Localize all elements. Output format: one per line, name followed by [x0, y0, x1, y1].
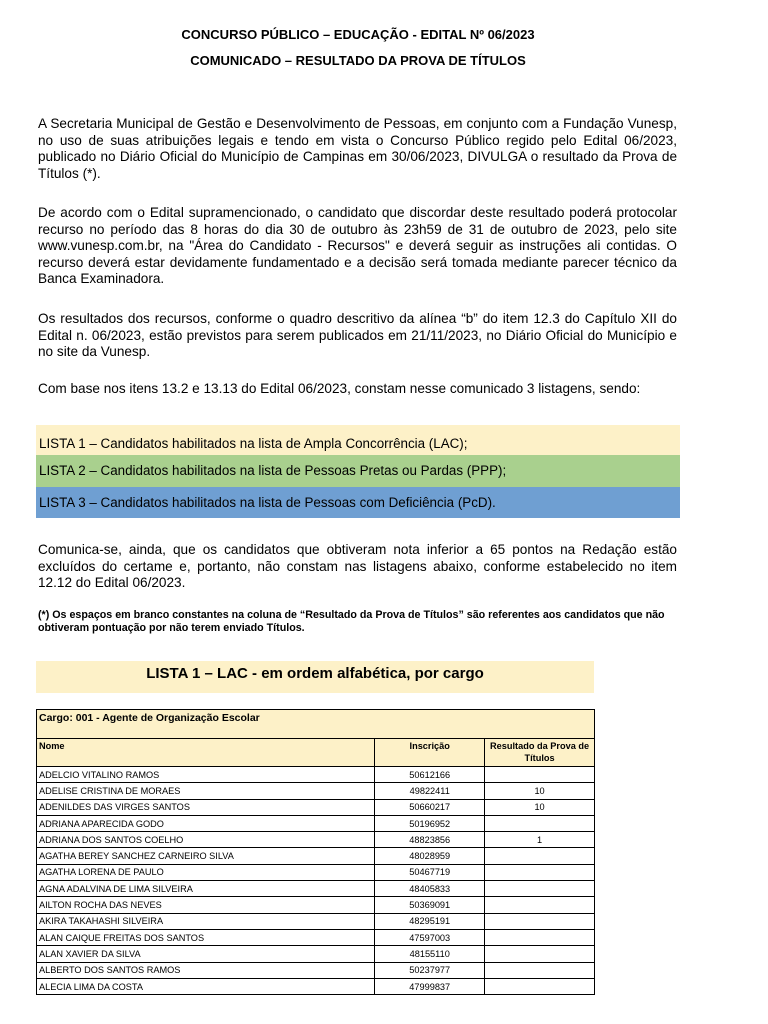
- cell-nome: AILTON ROCHA DAS NEVES: [37, 897, 375, 913]
- cell-resultado: 10: [485, 799, 595, 815]
- list2-legend: LISTA 2 – Candidatos habilitados na lista de Pessoas Pretas ou Pardas (PPP);: [36, 455, 680, 487]
- results-table: [36, 709, 595, 995]
- cell-resultado: [485, 767, 595, 783]
- table-row: [37, 783, 595, 799]
- cell-nome: ADRIANA APARECIDA GODO: [37, 815, 375, 831]
- cargo-row: [37, 710, 595, 739]
- cell-inscricao: 50467719: [375, 864, 485, 880]
- note-blank-spaces: (*) Os espaços em branco constantes na coluna de “Resultado da Prova de Títulos” são referentes aos candidatos que não obtiveram pontuação por não terem enviado Títulos.: [38, 609, 665, 634]
- paragraph-recurso: De acordo com o Edital supramencionado, o candidato que discordar deste resultado poderá protocolar recurso no período das 8 horas do dia 30 de outubro às 23h59 de 31 de outubro de 2023, pelo site www.vunesp.com.br, na "Área do Candidato - Recursos" e deverá seguir as instruções ali contidas. O recurso deverá estar devidamente fundamentado e a decisão será tomada mediante parecer técnico da Banca Examinadora.: [38, 205, 677, 287]
- column-header-inscricao: Inscrição: [375, 739, 485, 767]
- table-row: [37, 913, 595, 929]
- cell-inscricao: 48155110: [375, 946, 485, 962]
- cell-resultado: [485, 848, 595, 864]
- table-row: [37, 978, 595, 994]
- cell-resultado: 10: [485, 783, 595, 799]
- cell-inscricao: 48405833: [375, 881, 485, 897]
- list3-legend: LISTA 3 – Candidatos habilitados na lista de Pessoas com Deficiência (PcD).: [36, 487, 680, 518]
- column-header-nome: Nome: [37, 739, 375, 767]
- table-row: [37, 848, 595, 864]
- cell-nome: ADELCIO VITALINO RAMOS: [37, 767, 375, 783]
- paragraph-listagens: Com base nos itens 13.2 e 13.13 do Edital 06/2023, constam nesse comunicado 3 listagens, sendo:: [38, 381, 641, 396]
- paragraph-exclusao: Comunica-se, ainda, que os candidatos que obtiveram nota inferior a 65 pontos na Redação estão excluídos do certame e, portanto, não constam nas listagens abaixo, conforme estabelecido no item 12.12 do Edital 06/2023.: [38, 542, 677, 591]
- cell-inscricao: 47597003: [375, 929, 485, 945]
- cell-resultado: [485, 815, 595, 831]
- cell-resultado: [485, 929, 595, 945]
- cell-nome: ALECIA LIMA DA COSTA: [37, 978, 375, 994]
- cell-nome: ADELISE CRISTINA DE MORAES: [37, 783, 375, 799]
- column-header-resultado: Resultado da Prova de Títulos: [485, 739, 595, 767]
- cell-inscricao: 50369091: [375, 897, 485, 913]
- cell-resultado: [485, 897, 595, 913]
- table-row: [37, 962, 595, 978]
- cell-nome: ALAN XAVIER DA SILVA: [37, 946, 375, 962]
- cell-resultado: [485, 978, 595, 994]
- cell-inscricao: 50237977: [375, 962, 485, 978]
- cell-nome: AGATHA LORENA DE PAULO: [37, 864, 375, 880]
- table-row: [37, 946, 595, 962]
- cell-nome: ADRIANA DOS SANTOS COELHO: [37, 832, 375, 848]
- cell-nome: ALAN CAIQUE FREITAS DOS SANTOS: [37, 929, 375, 945]
- table-row: [37, 864, 595, 880]
- cell-resultado: 1: [485, 832, 595, 848]
- cell-nome: ADENILDES DAS VIRGES SANTOS: [37, 799, 375, 815]
- document-subtitle: COMUNICADO – RESULTADO DA PROVA DE TÍTULOS: [190, 53, 526, 68]
- cell-inscricao: 50196952: [375, 815, 485, 831]
- list1-legend: LISTA 1 – Candidatos habilitados na lista de Ampla Concorrência (LAC);: [36, 425, 680, 455]
- table-row: [37, 897, 595, 913]
- cell-inscricao: 48823856: [375, 832, 485, 848]
- cell-nome: ALBERTO DOS SANTOS RAMOS: [37, 962, 375, 978]
- cell-nome: AKIRA TAKAHASHI SILVEIRA: [37, 913, 375, 929]
- table-row: [37, 929, 595, 945]
- cell-nome: AGATHA BEREY SANCHEZ CARNEIRO SILVA: [37, 848, 375, 864]
- cargo-label: Cargo: 001 - Agente de Organização Escolar: [37, 710, 595, 739]
- cell-nome: AGNA ADALVINA DE LIMA SILVEIRA: [37, 881, 375, 897]
- table-row: [37, 832, 595, 848]
- cell-resultado: [485, 864, 595, 880]
- document-title: CONCURSO PÚBLICO – EDUCAÇÃO - EDITAL Nº 06/2023: [181, 27, 535, 42]
- paragraph-intro: A Secretaria Municipal de Gestão e Desenvolvimento de Pessoas, em conjunto com a Fundação Vunesp, no uso de suas atribuições legais e tendo em vista o Concurso Público regido pelo Edital 06/2023, publicado no Diário Oficial do Município de Campinas em 30/06/2023, DIVULGA o resultado da Prova de Títulos (*).: [38, 116, 677, 181]
- cell-resultado: [485, 946, 595, 962]
- cell-inscricao: 48028959: [375, 848, 485, 864]
- cell-resultado: [485, 881, 595, 897]
- cell-resultado: [485, 962, 595, 978]
- cell-inscricao: 50612166: [375, 767, 485, 783]
- cell-inscricao: 48295191: [375, 913, 485, 929]
- table-header-row: [37, 739, 595, 767]
- list1-title: LISTA 1 – LAC - em ordem alfabética, por cargo: [36, 661, 594, 693]
- table-row: [37, 815, 595, 831]
- cell-inscricao: 50660217: [375, 799, 485, 815]
- cell-resultado: [485, 913, 595, 929]
- paragraph-resultados: Os resultados dos recursos, conforme o quadro descritivo da alínea “b” do item 12.3 do Capítulo XII do Edital n. 06/2023, estão previstos para serem publicados em 21/11/2023, no Diário Oficial do Município e no site da Vunesp.: [38, 311, 677, 360]
- table-row: [37, 881, 595, 897]
- table-row: [37, 767, 595, 783]
- table-row: [37, 799, 595, 815]
- cell-inscricao: 49822411: [375, 783, 485, 799]
- cell-inscricao: 47999837: [375, 978, 485, 994]
